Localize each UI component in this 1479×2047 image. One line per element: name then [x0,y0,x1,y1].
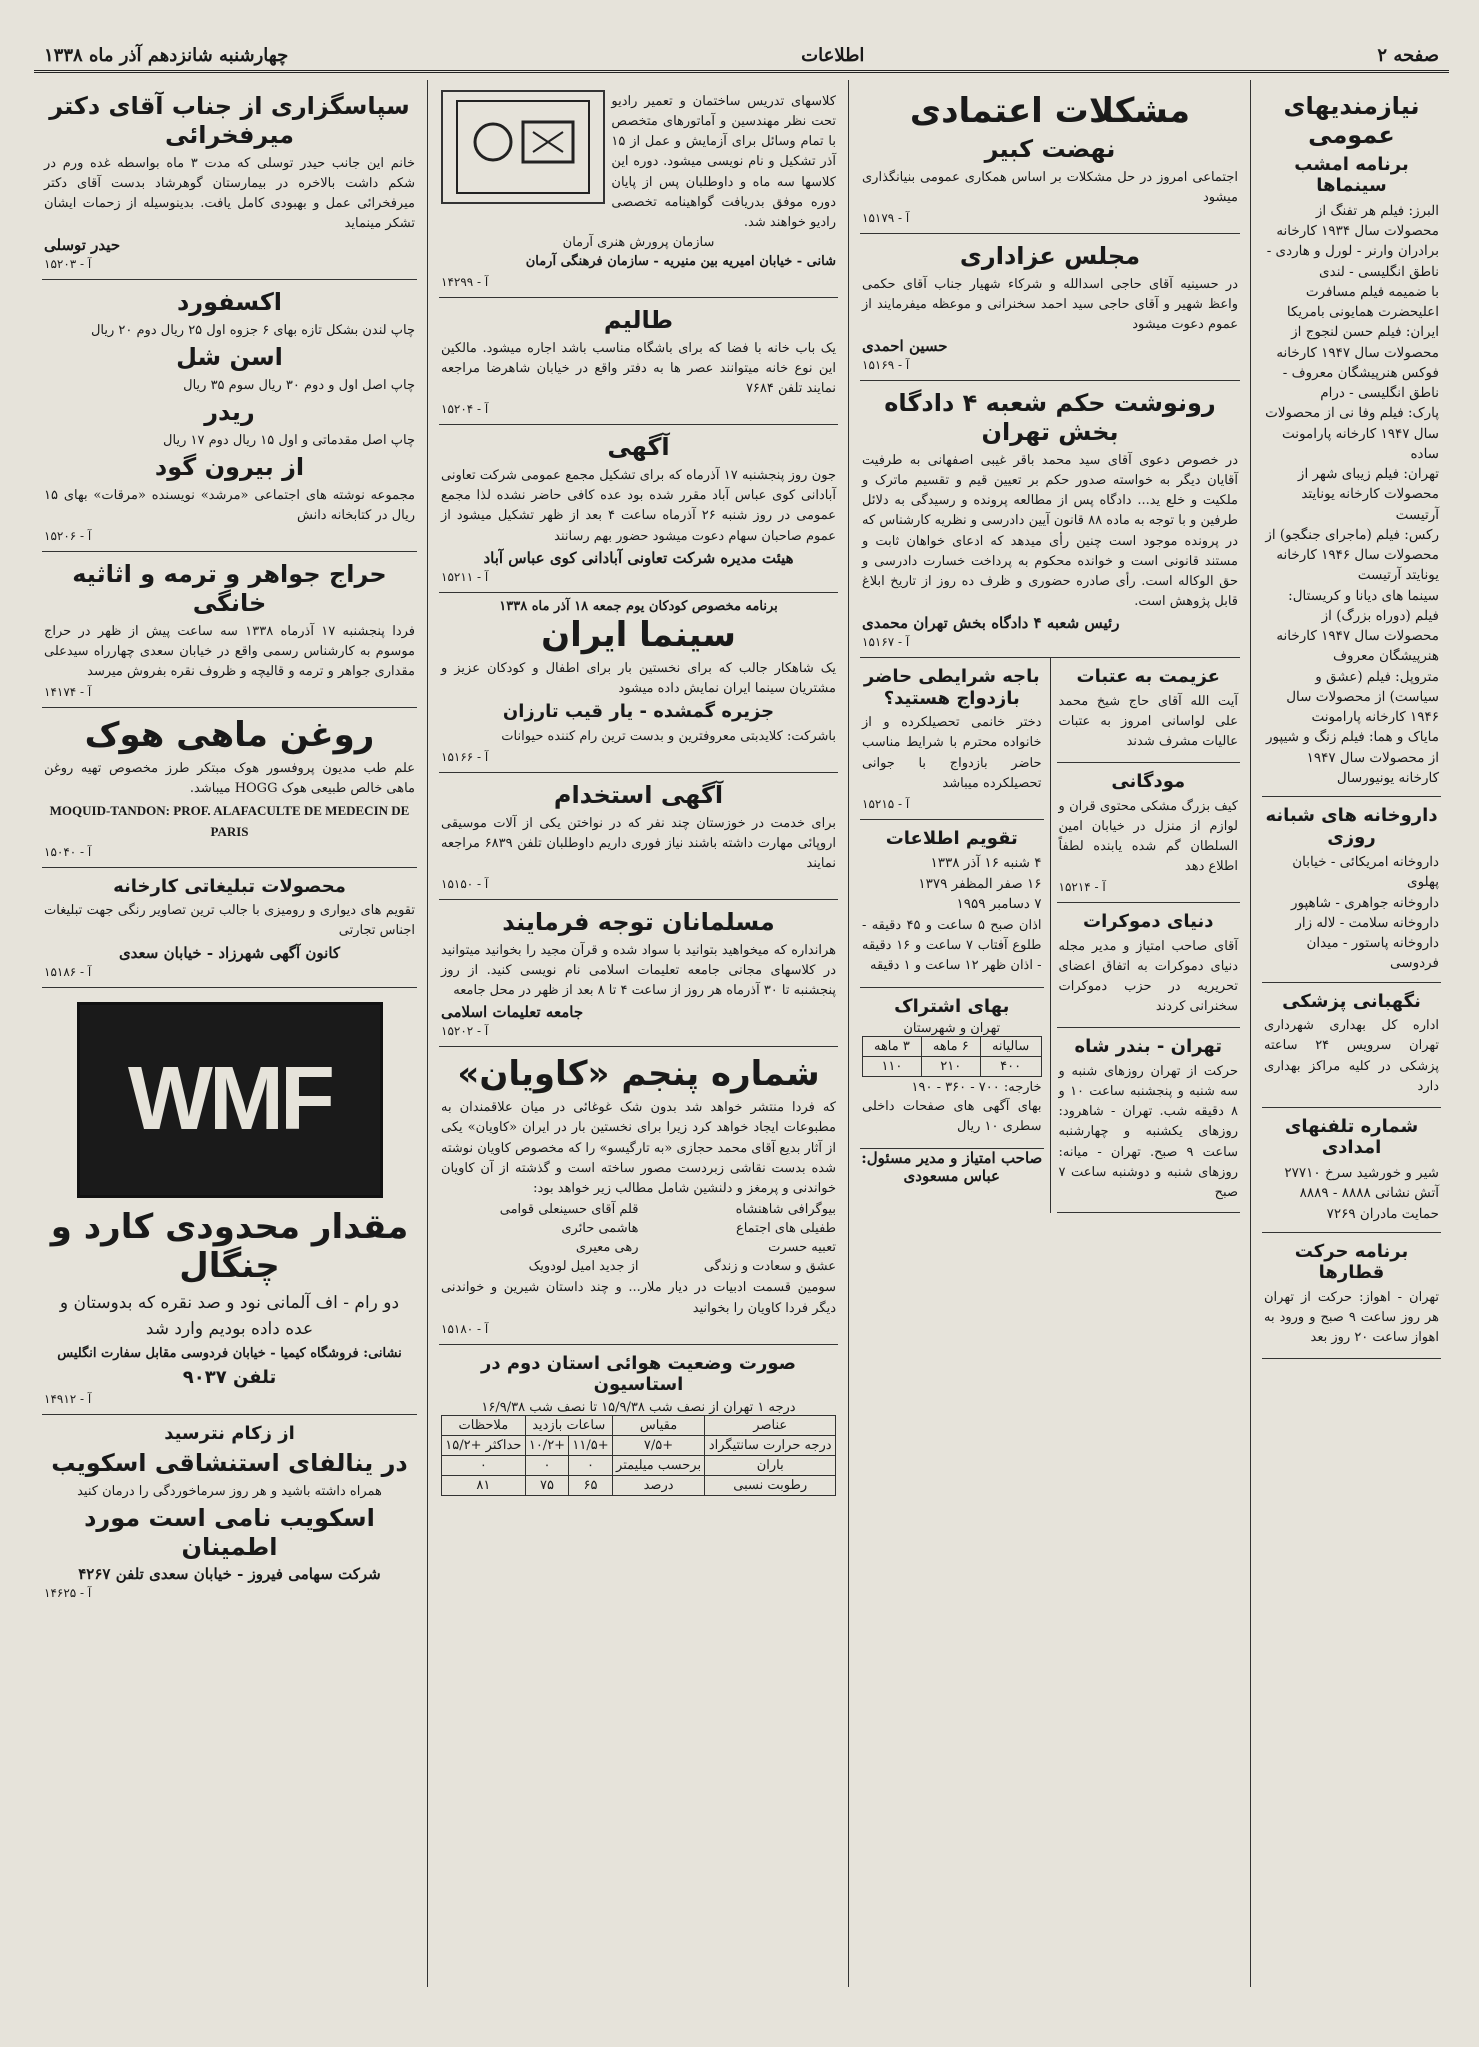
ad-code: آ - ۱۵۱۷۹ [862,211,910,226]
kaviyan-item: عشق و سعادت و زندگی [703,1258,836,1274]
talim-ad [439,298,838,425]
weather-cell: باران [705,1455,836,1475]
book-title: اکسفورد [176,288,283,317]
pharmacies [1262,797,1441,983]
fashion-body: کیف بزرگ مشکی محتوی قران و لوازم از منزل در خیابان امین السلطان گم شده یابنده لطفاً اطلاع دهد [1058,798,1238,875]
subscription-title: بهای اشتراک [894,995,1010,1017]
cinema-item: البرز: فیلم هر تفنگ از محصولات سال ۱۹۳۴ کارخانه برادران وارنر - لورل و هاردی - ناطق انگلیسی - لندی [1266,202,1439,280]
kaviyan-item: از جدید امیل لودویک [528,1258,639,1274]
kaviyan-item: هاشمی حائری [561,1220,639,1236]
auction-title: حراج جواهر و ترمه و اثاثیه خانگی [72,560,387,617]
sub-note: بهای آگهی های صفحات داخلی سطری ۱۰ ریال [862,1099,1042,1135]
ad-code: آ - ۱۵۲۱۴ [1058,880,1106,895]
train-schedule-body: تهران - اهواز: حرکت از تهران هر روز ساعت ۹ صبح و ورود به اهواز ساعت ۲۰ روز بعد [1264,1290,1440,1346]
ad-code: آ - ۱۵۲۰۶ [44,529,92,544]
mourning-title: مجلس عزاداری [959,242,1141,271]
cinema-item: ایران: فیلم حسن لنجوج از محصولات سال ۱۹۴۷ کارخانه فوکس هنرپیشگان معروف - ناطق انگلیسی - درام [1276,324,1439,402]
court-ruling [860,381,1240,658]
subscription [860,988,1044,1149]
weather-cell: ۰ [569,1455,613,1475]
weather-header: ساعات بازدید [525,1415,612,1435]
weather-cell: ۰ [525,1455,569,1475]
squibb-slogan: اسکویب نامی است مورد اطمینان [84,1503,375,1561]
squibb-top: از زکام نترسید [164,1423,295,1445]
ad-movement-title: مشکلات اعتمادی [909,91,1191,131]
printing-signature: کانون آگهی شهرزاد - خیابان سعدی [118,943,341,962]
democrats-title: دنیای دموکرات [1083,911,1214,933]
cinema-iran-film: جزیره گمشده - یار قیب تارزان [502,701,775,723]
publisher-line: صاحب امتیاز و مدیر مسئول: عباس مسعودی [861,1148,1043,1185]
weather-cell: ۸۱ [442,1475,526,1495]
weather-cell: ۰ [442,1455,526,1475]
auction-body: فردا پنجشنبه ۱۷ آذرماه ۱۳۳۸ سه ساعت پیش از ظهر در حراج موسوم به کارشناس رسمی واقع در خیابان سعدی چهارراه سیدعلی مقداری جواهر و ترمه و قالیچه و ظروف نقره بفروش میرسد [44,623,416,679]
mourning-body: در حسینیه آقای حاجی اسدالله و شرکاء شهیار جناب آقای حکمی واعظ شهیر و آقای حاجی سید احمد سخنرانی و موعظه میفرمایند از عموم دعوت میشود [862,276,1238,333]
court-ruling-body: در خصوص دعوی آقای سید محمد باقر غیبی اصفهانی به طرفیت آقایان دیگر به خواسته صدور حکم بر تعیین قیم و تقسیم ماترک و ملکیت و خلع ید... دادگاه پس از مطالعه پرونده و رسیدگی به دلائل طرفین و با توجه به ماده ۸۸ قانون آیین دادرسی و نظریه کارشناس که در پرونده موجود است چنین رأی میدهد که ادعای خواهان ثابت و مستند قانونی است و خوانده محکوم به پرداخت خسارت دادرسی و حق الوکاله است. رأی صادره حضوری و ظرف ده روز از تاریخ ابلاغ قابل پژوهش است. [862,452,1239,609]
emergency-phones-title: شماره تلفنهای امدادی [1284,1115,1419,1159]
notice-body: جون روز پنجشنبه ۱۷ آذرماه که برای تشکیل مجمع عمومی شرکت تعاونی آبادانی کوی عباس آباد مقرر شده بود عده کافی حاضر نشده لذا مجمع عمومی در روز شنبه ۲۶ آذرماه ساعت ۴ بعد از ظهر تشکیل میشود از عموم صاحبان سهام دعوت میشود حضور بهم رسانند [441,468,836,544]
squibb-ad [42,1415,417,1608]
democrats-notice [1057,903,1241,1028]
kaviyan-contents [441,1201,836,1276]
cinema-item: تهران: فیلم زیبای شهر از محصولات کارخانه یونایتد آرتیست [1297,466,1439,523]
ad-code: آ - ۱۵۰۴۰ [44,844,92,859]
ad-code: آ - ۱۵۲۱۱ [441,569,489,584]
ad-code: آ - ۱۵۱۸۶ [44,964,92,979]
ad-code: آ - ۱۵۲۰۴ [441,402,489,417]
muslims-title: مسلمانان توجه فرمایند [502,908,775,937]
ad-code: آ - ۱۵۱۸۰ [441,1321,489,1336]
ad-code: آ - ۱۵۱۶۷ [862,635,910,650]
medical-guard-title: نگهبانی پزشکی [1282,990,1421,1012]
book-body: چاپ اصل مقدماتی و اول ۱۵ ریال دوم ۱۷ ریال [163,432,415,448]
printing-body: تقویم های دیواری و رومیزی با جالب ترین تصاویر رنگی جهت تبلیغات اجناس تجارتی [44,903,415,939]
wmf-body: دو رام - اف آلمانی نود و صد نقره که بدوستان و عده داده بودیم وارد شد [59,1292,400,1340]
mourning-signature: حسین احمدی [862,337,948,356]
cinema-iran-title: سینما ایران [541,614,736,655]
wmf-logo-text: WMF [128,1049,331,1150]
phone-item: شیر و خورشید سرخ ۲۷۷۱۰ [1284,1165,1439,1182]
kaviyan-item: تعبیه حسرت [768,1239,836,1255]
notice-title: آگهی [607,433,670,462]
col2-right-sub [1057,658,1241,1213]
ad-code: آ - ۱۵۱۶۹ [862,358,910,373]
subscription-table [862,1036,1042,1077]
talim-title: طالیم [603,306,674,335]
squibb-title: در ینالفای استنشاقی اسکویب [51,1448,408,1477]
book-body: مجموعه نوشته های اجتماعی «مرشد» نویسنده «مرقات» بهای ۱۵ ریال در کتابخانه دانش [44,487,415,523]
democrats-body: آقای صاحب امتیاز و مدیر مجله دنیای دموکرات به اتفاق اعضای تحریریه در حزب دموکرات سخنرانی کردند [1058,938,1238,1015]
pharmacy-item: داروخانه امریکائی - خیابان پهلوی [1292,854,1439,891]
column-4 [34,80,425,1987]
wmf-logo [77,1002,383,1198]
medical-guard-body: اداره کل بهداری شهرداری تهران سرویس ۲۴ ساعته پزشکی در کلیه مراکز بهداری دارد [1264,1018,1439,1094]
gratitude-body: خانم این جانب حیدر توسلی که مدت ۳ ماه بواسطه غده ورم در شکم داشت بالاخره در بیمارستان گوهرشاد بدست آقای دکتر میرفخرائی عمل و بهبودی کامل یافت. بدینوسیله از زحمات ایشان تشکر مینماید [44,155,415,232]
pharmacy-item: داروخانه پاستور - میدان فردوسی [1306,935,1439,972]
train-timetable [1057,1028,1241,1213]
page-number: صفحه ۲ [1377,44,1439,66]
muslims-signature: جامعه تعلیمات اسلامی [441,1003,584,1022]
sub-foreign-value: ۷۰۰ [978,1080,1000,1096]
ad-code: آ - ۱۵۱۵۰ [441,877,489,892]
book-body: چاپ اصل اول و دوم ۳۰ ریال سوم ۳۵ ریال [183,377,415,393]
col2-left-sub [860,658,1051,1213]
phone-item: حمایت مادران ۷۲۶۹ [1326,1205,1439,1222]
marriage-body: دختر خانمی تحصیلکرده و از خانواده محترم با شرایط مناسب حاضر بازدواج با جوانی تحصیلکرده میباشد [862,715,1042,791]
calendar [860,820,1044,988]
column-1 [1254,80,1449,1987]
pharmacy-item: داروخانه سلامت - لاله زار [1295,914,1439,931]
sub-foreign-value: ۱۹۰ [911,1080,933,1096]
calendar-row: ۴ شنبه ۱۶ آذر ۱۳۳۸ [930,855,1042,872]
book-title: اسن شل [176,343,283,372]
sub-foreign-label: خارجه [1008,1080,1042,1096]
fish-oil-ad [42,708,417,868]
travel-body: آیت الله آقای حاج شیخ محمد علی لواسانی امروز به عتبات عالیات مشرف شدند [1058,693,1238,749]
weather-cell: درجه حرارت سانتیگراد [705,1435,836,1455]
books-ad [42,280,417,552]
court-ruling-title: رونوشت حکم شعبه ۴ دادگاه بخش تهران [884,389,1216,447]
radio-school-body: کلاسهای تدریس ساختمان و تعمیر رادیو تحت نظر مهندسین و آماتورهای متخصص با تمام وسائل برای آزمایش و عمل از ۱۵ آذر تشکیل و نام نویسی میشود. دوره این کلاسها سه ماه و داوطلبان پس از پایان دوره موفق بدریافت گواهینامه تخصصی رادیو خواهند شد. [611,94,836,230]
weather-cell: +۱۰/۲ [525,1435,569,1455]
fish-oil-body: علم طب مدیون پروفسور هوک مبتکر طرز مخصوص تهیه روغن ماهی خالص طبیعی هوک HOGG میباشد. [44,761,415,797]
book-title: ریدر [204,398,255,427]
cinema-item: متروپل: فیلم (عشق و سیاست) از محصولات سال ۱۹۴۶ کارخانه پارامونت [1286,668,1439,726]
sub-foreign-value: ۳۶۰ [945,1080,967,1096]
mourning-notice [860,234,1240,381]
weather-header: عناصر [705,1415,836,1435]
weather-header: مقیاس [612,1415,705,1435]
column-2 [852,80,1248,1987]
masthead [34,40,1449,73]
radio-school-logo-text: سازمان پرورش هنری آرمان [562,234,715,250]
sub-value: ۴۰۰ [980,1057,1041,1077]
fish-oil-title: روغن ماهی هوک [84,715,375,756]
sub-header: سالیانه [980,1037,1041,1057]
weather-cell: برحسب میلیمتر [612,1455,705,1475]
cinema-iran-ad [439,593,838,773]
column-3 [431,80,846,1987]
kaviyan-item: رهی معیری [575,1239,639,1255]
radio-school-address: شانی - خیابان امیریه بین منیریه - سازمان فرهنگی آرمان [525,253,836,269]
train-schedule [1262,1233,1441,1360]
kaviyan-item: بیوگرافی شاهنشاه [735,1202,836,1218]
kaviyan-body: که فردا منتشر خواهد شد بدون شک غوغائی در میان علاقمندان به مطبوعات ایجاد خواهد کرد زیرا برای نخستین بار در ایران «کاویان» یکی از آثار بدیع آقای محمد حجازی «به تارگیسو» را که مخصوص کاویان نوشته شده بدست نقاشی زبردست مصور ساخته است و گذشته از آن کاویان خواندنی و پرمغز و دلنشین شامل مطالب زیر خواهد بود: [441,1100,836,1196]
cinema-item: پارک: فیلم وفا نی از محصولات سال ۱۹۴۷ کارخانه پارامونت ساده [1265,405,1439,462]
hiring-title: آگهی استخدام [553,780,724,809]
cinema-listings-title: نیازمندیهای عمومی [1283,92,1420,149]
logo-illustration-icon [453,97,593,197]
book-body: چاپ لندن بشکل تازه بهای ۶ جزوه اول ۲۵ ریال دوم ۲۰ ریال [90,322,415,338]
cinema-listings [1262,84,1441,797]
weather-cell: حداکثر +۱۵/۲ [442,1435,526,1455]
ad-code: آ - ۱۵۱۶۶ [441,749,489,764]
col2-split-row [860,658,1240,1213]
calendar-row: ۷ دسامبر ۱۹۵۹ [956,895,1042,912]
timetable-title: تهران - بندر شاه [1074,1036,1223,1058]
marriage-title: باجه شرایطی حاضر بازدواج هستید؟ [863,666,1040,709]
fish-oil-latin: MOQUID-TANDON: PROF. ALAFACULTE DE MEDECIN DE PARIS [49,803,410,839]
wmf-title: مقدار محدودی کارد و چنگال [50,1206,409,1286]
printing-ad [42,868,417,988]
muslims-body: هرانداره که میخواهید بتوانید با سواد شده و قرآن مجید را بخوانید میتوانید در کلاسهای مجانی جامعه تعلیمات اسلامی نام نویسی کنید. از روز پنجشنبه تا ۳۰ آذرماه هر روز از ساعت ۴ تا ۸ بعد از ظهر در محل جامعه [441,942,836,999]
wmf-ad [42,988,417,1416]
kaviyan-item: طفیلی های اجتماع [735,1220,836,1236]
emergency-phones [1262,1108,1441,1233]
weather-title: صورت وضعیت هوائی استان دوم در استاسیون [480,1352,797,1396]
cinema-iran-header: برنامه مخصوص کودکان یوم جمعه ۱۸ آذر ماه ۱۳۳۸ [499,598,778,614]
wmf-address: نشانی: فروشگاه کیمیا - خیابان فردوسی مقابل سفارت انگلیس [57,1346,402,1362]
kaviyan-ad [439,1047,838,1344]
wmf-phone: تلفن ۹۰۳۷ [182,1366,277,1388]
radio-school-ad [439,84,838,298]
fashion-title: مودگانی [1111,771,1186,793]
ad-code: آ - ۱۵۲۰۲ [441,1024,489,1039]
pharmacy-item: داروخانه جواهری - شاهپور [1290,894,1439,911]
cinema-iran-note: باشرکت: کلایدبتی معروفترین و بدست ترین رام کننده حیوانات [501,728,836,744]
calendar-body: اذان صبح ۵ ساعت و ۴۵ دقیقه - طلوع آفتاب ۷ ساعت و ۱۶ دقیقه - اذان ظهر ۱۲ ساعت و ۱ دقیقه [862,918,1042,974]
ad-code: آ - ۱۵۲۰۳ [44,257,92,272]
timetable-body: حرکت از تهران روزهای شنبه و سه شنبه و پنجشنبه ساعت ۱۰ و ۸ دقیقه شب. تهران - شاهرود: روزهای یکشنبه و چهارشنبه ساعت ۹ صبح. تهران - میانه: روزهای شنبه و دوشنبه ساعت ۷ صبح [1058,1064,1238,1200]
squibb-signature: شرکت سهامی فیروز - خیابان سعدی تلفن ۴۲۶۷ [78,1565,381,1584]
travel-title: عزیمت به عتبات [1076,666,1220,688]
notice-signature: هیئت مدیره شرکت تعاونی آبادانی کوی عباس آباد [483,548,794,567]
calendar-title: تقویم اطلاعات [885,827,1018,849]
weather-cell: +۷/۵ [612,1435,705,1455]
travel-notice [1057,658,1241,763]
sub-header: ۳ ماهه [863,1037,922,1057]
cinema-item: رکس: فیلم (ماجرای جنگجو) از محصولات سال ۱۹۴۶ کارخانه یونایتد آرتیست [1265,526,1439,584]
cooperative-notice [439,425,838,592]
printing-title: محصولات تبلیغاتی کارخانه [113,875,346,897]
ad-movement-subtitle: نهضت کبیر [984,135,1116,164]
kaviyan-footer: سومین قسمت ادبیات در دیار ملار... و چند داستان شیرین و خواندنی دیگر فردا کاویان را بخوانید [441,1280,836,1316]
sub-value: ۲۱۰ [921,1057,980,1077]
gratitude-title: سپاسگزاری از جناب آقای دکتر میرفخرائی [49,92,410,149]
sub-value: ۱۱۰ [863,1057,922,1077]
sub-foreign: خارجه: ۷۰۰ - ۳۶۰ - ۱۹۰ [911,1080,1042,1096]
pharmacies-title: داروخانه های شبانه روزی [1265,805,1438,848]
radio-school-logo [441,90,605,204]
ad-code: آ - ۱۴۲۹۹ [441,275,489,290]
weather-cell: ۷۵ [525,1475,569,1495]
squibb-body: همراه داشته باشید و هر روز سرماخوردگی را درمان کنید [77,1483,382,1499]
ad-code: آ - ۱۴۶۲۵ [44,1586,92,1601]
ad-movement [860,84,1240,234]
muslims-ad [439,900,838,1047]
ad-code: آ - ۱۴۱۷۴ [44,685,92,700]
cinema-item: سینما های دیانا و کریستال: فیلم (دوراه بزرگ) از محصولات سال ۱۹۴۷ کارخانه هنرپیشگان معروف [1276,587,1439,665]
gratitude-ad [42,84,417,280]
cinema-item: مایاک و هما: فیلم زنگ و شیپور از محصولات سال ۱۹۴۷ کارخانه یونیورسال [1266,729,1439,786]
ad-code: آ - ۱۴۹۱۲ [44,1392,92,1407]
kaviyan-item: قلم آقای حسینعلی قوامی [499,1202,639,1218]
subscription-sub: تهران و شهرستان [903,1021,1001,1037]
weather-cell: رطوبت نسبی [705,1475,836,1495]
cinema-listings-subtitle: برنامه امشب سینماها [1294,153,1409,197]
gratitude-signature: حیدر توسلی [44,236,121,255]
ad-movement-body: اجتماعی امروز در حل مشکلات بر اساس همکاری عمومی بنیانگذاری میشود [862,169,1238,206]
auction-ad [42,552,417,708]
book-title: از بیرون گود [154,452,305,481]
fashion-ad [1057,763,1241,903]
cinema-item: با ضمیمه فیلم مسافرت اعلیحضرت همایونی بامریکا [1286,283,1439,321]
issue-date: چهارشنبه شانزدهم آذر ماه ۱۳۳۸ [44,44,289,66]
medical-guard [1262,983,1441,1108]
weather-table [441,1415,836,1496]
weather-sub: درجه ۱ تهران از نصف شب ۱۵/۹/۳۸ تا نصف شب ۱۶/۹/۳۸ [481,1399,796,1415]
newspaper-name: اطلاعات [801,44,865,66]
weather-header: ملاحظات [442,1415,526,1435]
hiring-ad [439,773,838,900]
court-ruling-signature: رئیس شعبه ۴ دادگاه بخش تهران محمدی [862,614,1120,633]
weather-cell: ۶۵ [569,1475,613,1495]
kaviyan-title: شماره پنجم «کاویان» [457,1054,820,1095]
weather-cell: درصد [612,1475,705,1495]
weather-cell: +۱۱/۵ [569,1435,613,1455]
sub-header: ۶ ماهه [921,1037,980,1057]
phone-item: آتش نشانی ۸۸۸۸ - ۸۸۸۹ [1299,1185,1439,1202]
calendar-row: ۱۶ صفر المظفر ۱۳۷۹ [918,875,1042,892]
train-schedule-title: برنامه حرکت قطارها [1294,1240,1409,1284]
talim-body: یک باب خانه با فضا که برای باشگاه مناسب باشد اجاره میشود. مالکین این نوع خانه میتوانند عصر ها به دفتر واقع در خیابان شاهرضا مراجعه نمایند تلفن ۷۶۸۴ [441,340,836,397]
hiring-body: برای خدمت در خوزستان چند نفر که در نواختن یکی از آلات موسیقی اروپائی مهارت داشته باشند نیاز فوری داریم داوطلبان تلفن ۶۸۳۹ مراجعه نمایند [441,815,836,871]
weather-report [439,1345,838,1504]
cinema-iran-body: یک شاهکار جالب که برای نخستین بار برای اطفال و کودکان عزیز و مشتریان سینما ایران نمایش داده میشود [441,660,836,696]
marriage-ad [860,658,1044,820]
ad-code: آ - ۱۵۲۱۵ [862,796,910,811]
